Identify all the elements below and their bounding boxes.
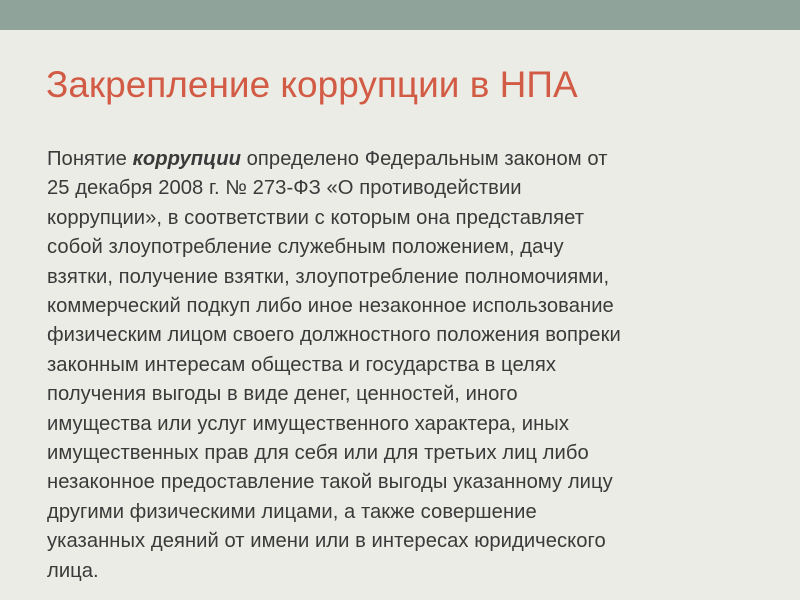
- emphasized-term: коррупции: [132, 148, 241, 170]
- body-line: коммерческий подкуп либо иное незаконное использование: [47, 295, 614, 318]
- body-line: указанных деяний от имени или в интересах юридического: [47, 530, 606, 553]
- body-line: лица.: [47, 559, 99, 582]
- body-line: получения выгоды в виде денег, ценностей, иного: [47, 383, 518, 406]
- body-line: собой злоупотребление служебным положением, дачу: [47, 236, 564, 259]
- body-line: другими физическими лицами, а также совершение: [47, 500, 537, 523]
- body-text: Понятие: [47, 148, 133, 170]
- body-line: незаконное предоставление такой выгоды указанному лицу: [47, 471, 613, 494]
- body-line: 25 декабря 2008 г. № 273-ФЗ «О противодействии: [47, 177, 522, 200]
- body-line: имущества или услуг имущественного характера, иных: [47, 412, 569, 435]
- body-line: физическим лицом своего должностного положения вопреки: [47, 324, 621, 347]
- body-line: законным интересам общества и государства в целях: [47, 353, 557, 376]
- body-line: коррупции», в соответствии с которым она представляет: [47, 206, 585, 229]
- body-line: [47, 145, 763, 174]
- slide-body-paragraph: [47, 145, 763, 586]
- body-line: имущественных прав для себя или для третьих лиц либо: [47, 442, 589, 465]
- body-line: взятки, получение взятки, злоупотребление полномочиями,: [47, 265, 610, 288]
- body-text: определено Федеральным законом от: [241, 148, 608, 170]
- slide-top-band: [0, 0, 800, 30]
- slide-title: Закрепление коррупции в НПА: [46, 64, 578, 105]
